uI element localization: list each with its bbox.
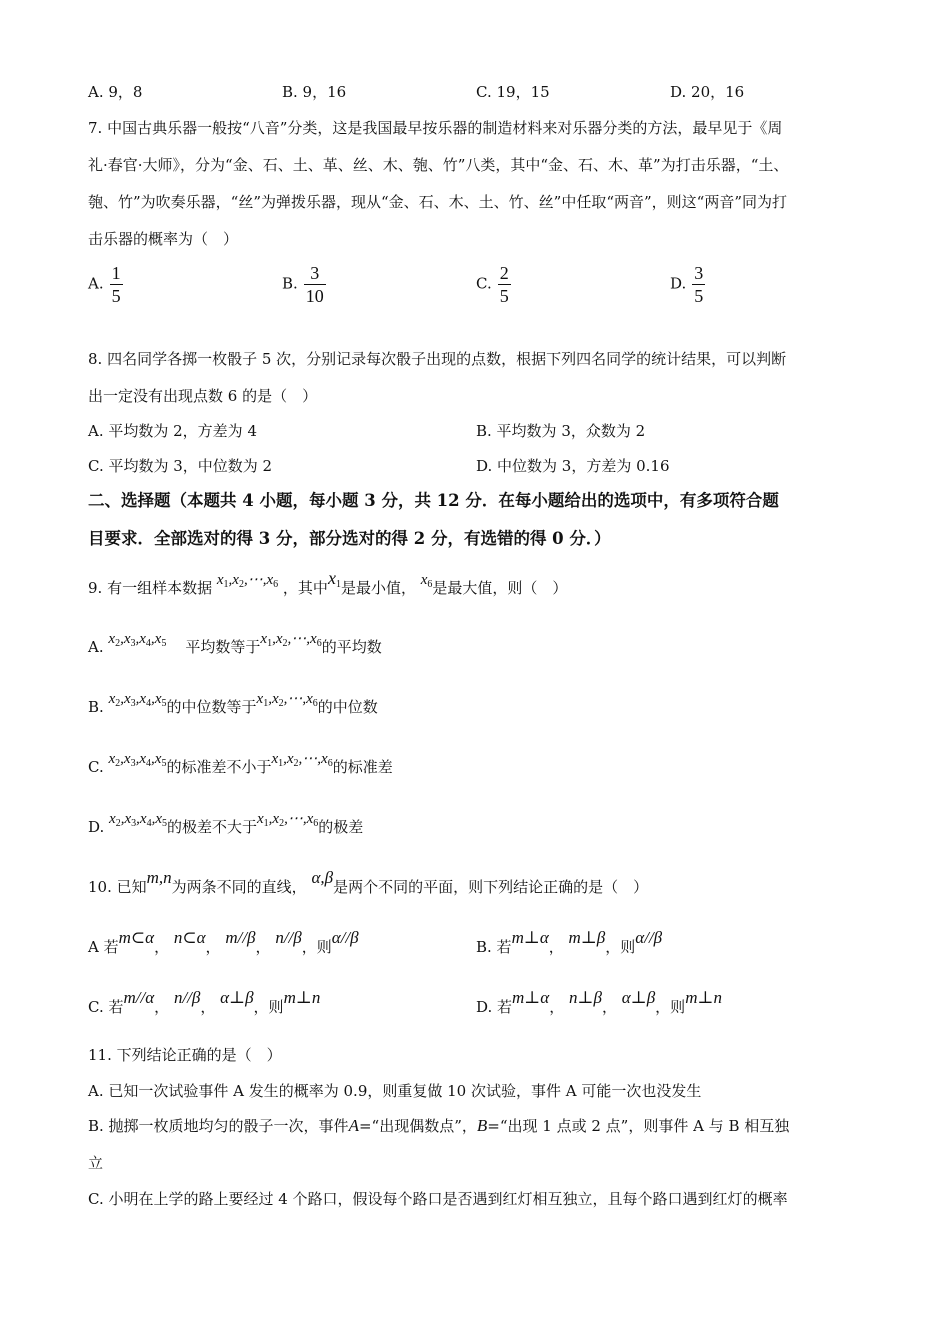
fraction: $\frac{3}{10}$ (305, 263, 324, 306)
math-expression: α⊥β (621, 988, 656, 1007)
math-x6: $x_6$ (420, 572, 433, 590)
q7-line-4: 击乐器的概率为（ ） (88, 230, 239, 248)
fraction: $\frac{3}{5}$ (694, 263, 704, 306)
q10-option-d: D. 若m⊥α， n⊥β， α⊥β，则m⊥n (476, 988, 722, 1016)
math-expression: α//β (331, 928, 359, 947)
q6-option-a: A. 9，8 (88, 83, 143, 101)
math-x2-to-x5: $x_2,x_3,x_4,x_5$ (109, 811, 167, 829)
math-expression: m⊥n (283, 988, 321, 1007)
math-A: A (348, 1116, 359, 1135)
q9-option-c: C. $x_2,x_3,x_4,x_5$的标准差不小于$x_1,x_2,\cdots,x_6$的标准差 (88, 751, 393, 776)
math-expression: n⊥β (569, 988, 602, 1007)
q8-option-a: A. 平均数为 2，方差为 4 (88, 422, 257, 440)
q7-option-d: D. $\frac{3}{5}$ (670, 263, 704, 306)
math-x1-to-x6: $x_1,x_2,\cdots,x_6$ (271, 751, 333, 769)
math-expression: α⊥β (220, 988, 254, 1007)
q7-option-a: A. $\frac{1}{5}$ (88, 263, 121, 306)
math-expression: m⊥α (511, 928, 549, 947)
math-x1-to-x6: $x_1,x_2,\cdots,x_6$ (257, 811, 319, 829)
fraction: $\frac{1}{5}$ (111, 263, 121, 306)
q10-stem: 10. 已知m,n为两条不同的直线， α,β是两个不同的平面，则下列结论正确的是（ ） (88, 868, 649, 896)
q6-option-c: C. 19，15 (476, 83, 550, 101)
math-x1-to-x6: $x_1,x_2,\cdots,x_6$ (216, 572, 279, 590)
math-x1-to-x6: $x_1,x_2,\cdots,x_6$ (256, 691, 318, 709)
q9-option-d: D. $x_2,x_3,x_4,x_5$的极差不大于$x_1,x_2,\cdots,x_6$的极差 (88, 811, 364, 836)
q11-option-c: C. 小明在上学的路上要经过 4 个路口，假设每个路口是否遇到红灯相互独立，且每个路口遇到红灯的概率 (88, 1190, 788, 1208)
q11-option-a: A. 已知一次试验事件 A 发生的概率为 0.9，则重复做 10 次试验，事件 A 可能一次也没发生 (88, 1082, 702, 1100)
fraction: $\frac{2}{5}$ (499, 263, 509, 306)
math-expression: m⊥n (685, 988, 722, 1007)
math-expression: m//α (123, 988, 155, 1007)
math-expression: α//β (635, 928, 663, 947)
q7-line-2: 礼·春官·大师》，分为“金、石、土、革、丝、木、匏、竹”八类，其中“金、石、木、革”为打击乐器，“土、 (88, 156, 789, 174)
q8-line-1: 8. 四名同学各掷一枚骰子 5 次，分别记录每次骰子出现的点数，根据下列四名同学的统计结果，可以判断 (88, 350, 787, 368)
q8-line-2: 出一定没有出现点数 6 的是（ ） (88, 387, 318, 405)
q9-option-b: B. $x_2,x_3,x_4,x_5$的中位数等于$x_1,x_2,\cdots,x_6$的中位数 (88, 691, 378, 716)
math-expression: n⊂α (173, 928, 206, 947)
math-B: B (476, 1116, 488, 1135)
math-alpha-beta: α,β (311, 868, 334, 887)
math-x1-to-x6: $x_1,x_2,\cdots,x_6$ (260, 631, 322, 649)
q7-line-1: 7. 中国古典乐器一般按“八音”分类，这是我国最早按乐器的制造材料来对乐器分类的方法，最早见于《周 (88, 119, 783, 137)
math-expression: m⊥β (568, 928, 606, 947)
math-expression: n//β (275, 928, 302, 947)
q6-option-b: B. 9，16 (282, 83, 347, 101)
math-expression: m⊥α (512, 988, 550, 1007)
q8-option-b: B. 平均数为 3，众数为 2 (476, 422, 646, 440)
q7-line-3: 匏、竹”为吹奏乐器，“丝”为弹拨乐器，现从“金、石、木、土、竹、丝”中任取“两音”，则这“两音”同为打 (88, 193, 788, 211)
q7-option-b: B. $\frac{3}{10}$ (282, 263, 324, 306)
q8-option-c: C. 平均数为 3，中位数为 2 (88, 457, 273, 475)
math-x2-to-x5: $x_2,x_3,x_4,x_5$ (108, 751, 167, 769)
section-heading-line-1: 二、选择题（本题共 4 小题，每小题 3 分，共 12 分．在每小题给出的选项中，有多项符合题 (88, 491, 779, 510)
math-expression: m⊂α (118, 928, 155, 947)
q11-stem: 11. 下列结论正确的是（ ） (88, 1046, 282, 1064)
q9-stem: 9. 有一组样本数据 $x_1,x_2,\cdots,x_6$ ，其中$x_1$是最小值， $x_6$是最大值，则（ ） (88, 568, 568, 597)
math-expression: m//β (225, 928, 256, 947)
math-x1: $x_1$ (327, 568, 341, 590)
q7-option-c: C. $\frac{2}{5}$ (476, 263, 509, 306)
q9-option-a: A. $x_2,x_3,x_4,x_5$ 平均数等于$x_1,x_2,\cdots,x_6$的平均数 (88, 631, 382, 656)
section-heading-line-2: 目要求．全部选对的得 3 分，部分选对的得 2 分，有选错的得 0 分．） (88, 529, 611, 548)
q11-option-b-continued: 立 (88, 1154, 104, 1172)
q10-option-c: C. 若m//α， n//β， α⊥β，则m⊥n (88, 988, 321, 1016)
q8-option-d: D. 中位数为 3，方差为 0.16 (476, 457, 670, 475)
math-m-n: m,n (146, 868, 172, 887)
q11-option-b: B. 抛掷一枚质地均匀的骰子一次，事件A=“出现偶数点”，B=“出现 1 点或 2 点”，则事件 A 与 B 相互独 (88, 1116, 790, 1135)
q10-option-b: B. 若m⊥α， m⊥β，则α//β (476, 928, 663, 956)
q6-option-d: D. 20，16 (670, 83, 745, 101)
math-expression: n//β (173, 988, 201, 1007)
q10-option-a: A 若m⊂α， n⊂α， m//β， n//β，则α//β (88, 928, 359, 956)
math-x2-to-x5: $x_2,x_3,x_4,x_5$ (108, 631, 167, 649)
math-x2-to-x5: $x_2,x_3,x_4,x_5$ (108, 691, 167, 709)
